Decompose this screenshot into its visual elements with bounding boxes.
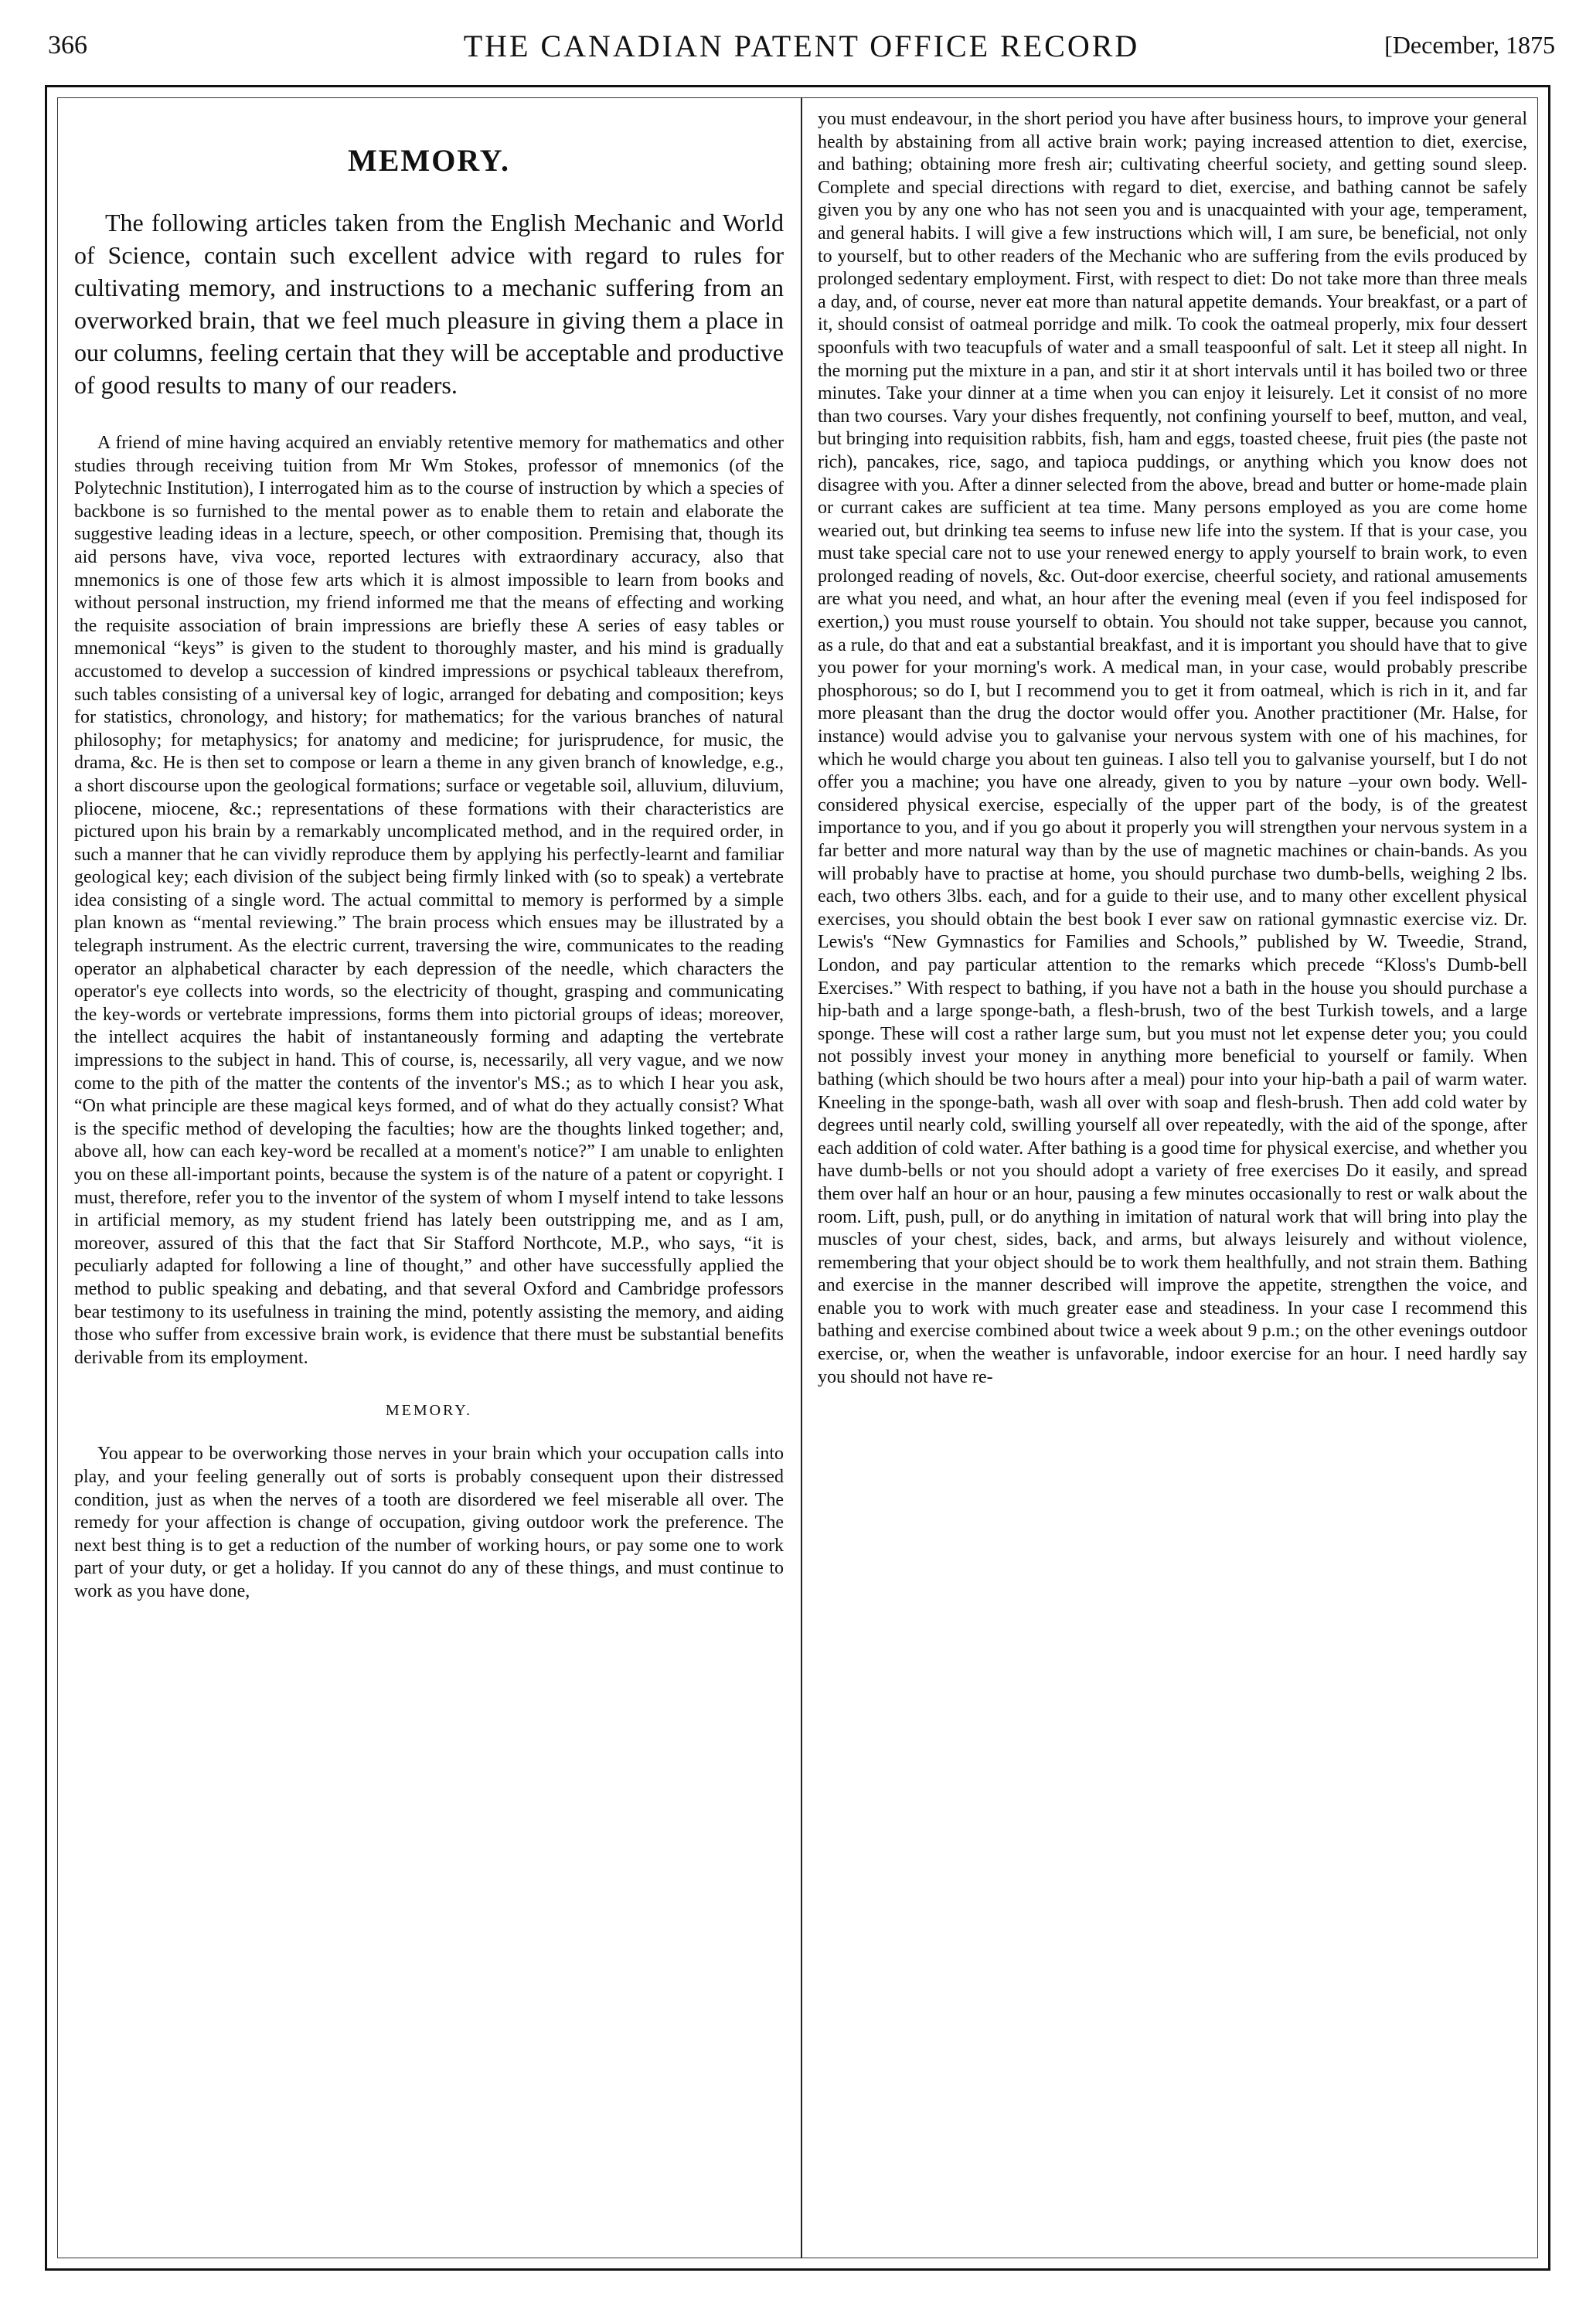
paragraph-mnemonics: A friend of mine having acquired an enviably retentive memory for mathematics and other studies through receiving tuition from Mr Wm Stokes, professor of mnemonics (of the Polytechnic Institution), I interrogated him as to the course of instruction by which a species of backbone is so furnished to the mental power as to enable them to retain and elaborate the suggestive leading ideas in a lecture, speech, or other composition. Premising that, though its aid persons have, viva voce, reported lectures with extraordinary accuracy, also that mnemonics is one of those few arts which it is almost impossible to learn from books and without personal instruction, my friend informed me that the means of effecting and working the requisite association of brain impressions are briefly these A series of easy tables or mnemonical “keys” is given to the student to thoroughly master, and his mind is gradually accustomed to develop a succession of kindred impressions or psychical tableaux therefrom, such tables consisting of a universal key of logic, arranged for debating and composition; keys for statistics, chronology, and history; for mathematics; for the various branches of natural philosophy; for metaphysics; for anatomy and medicine; for jurisprudence, for music, the drama, &c. He is then set to compose or learn a theme in any given branch of knowledge, e.g., a short discourse upon the geological formations; surface or vegetable soil, alluvium, diluvium, pliocene, miocene, &c.; representations of these formations with their characteristics are pictured upon his brain by a remarkably uncomplicated method, and in the required order, in such a manner that he can vividly reproduce them by applying his perfectly-learnt and familiar geological key; each division of the subject being firmly linked with (so to speak) a vertebrate idea consisting of a single word. The actual committal to memory is performed by a simple plan known as “mental reviewing.” The brain process which ensues may be illustrated by a telegraph instrument. As the electric current, traversing the wire, communicates to the reading operator an alphabetical character by each depression of the needle, which characters the operator's eye collects into words, so the electricity of thought, grasping and communicating the key-words or vertebrate impressions, forms them into pictorial groups of ideas; moreover, the intellect acquires the habit of instantaneously forming and adapting the vertebrate impressions to the subject in hand. This of course, is, necessarily, all very vague, and we now come to the pith of the matter the contents of the inventor's MS.; as to which I hear you ask, “On what principle are these magical keys formed, and of what do they actually consist? What is the specific method of developing the faculties; how are the thoughts linked together; and, above all, how can each key-word be recalled at a moment's notice?” I am unable to enlighten you on these all-important points, because the system is of the nature of a patent or copyright. I must, therefore, refer you to the inventor of the system of whom I myself intend to take lessons in artificial memory, as my student friend has lately been outstripping me, and as I am, moreover, assured of this that the fact that Sir Stafford Northcote, M.P., who says, “it is peculiarly adapted for following a line of thought,” and other have successfully applied the method to public speaking and debating, and that several Oxford and Cambridge professors bear testimony to its usefulness in training the mind, potently assisting the memory, and aiding those who suffer from excessive brain work, is evidence that there must be substantial benefits derivable from its employment. (74, 433, 784, 1368)
editorial-intro: The following articles taken from the English Mechanic and World of Science, contain such excellent advice with regard to rules for cultivating memory, and instructions to a mechanic suffering from an overworked brain, that we feel much pleasure in giving them a place in our columns, feeling certain that they will be acceptable and productive of good results to many of our readers. (74, 209, 784, 399)
left-column (74, 108, 784, 2249)
paragraph-overwork: You appear to be overworking those nerves in your brain which your occupation calls into play, and your feeling generally out of sorts is probably consequent upon their distressed condition, just as when the nerves of a tooth are disordered we feel miserable all over. The remedy for your affection is change of occupation, giving outdoor work the preference. The next best thing is to get a reduction of the number of working hours, or pay some one to work part of your duty, or get a holiday. If you cannot do any of these things, and must continue to work as you have done, (74, 1444, 784, 1601)
right-column (818, 108, 1527, 2249)
section-subhead: MEMORY. (385, 1402, 473, 1420)
column-divider (801, 97, 802, 2258)
paragraph-health-advice: you must endeavour, in the short period you have after business hours, to improve your general health by abstaining from all active brain work; paying increased attention to diet, exercise, and bathing; obtaining more fresh air; cultivating cheerful society, and getting sound sleep. Complete and special directions with regard to diet, exercise, and bathing cannot be safely given you by any one who has not seen you and is unacquainted with your age, temperament, and general habits. I will give a few instructions which will, I am sure, be beneficial, not only to yourself, but to other readers of the Mechanic who are suffering from the evils produced by prolonged sedentary employment. First, with respect to diet: Do not take more than three meals a day, and, of course, never eat more than natural appetite demands. Your breakfast, or a part of it, should consist of oatmeal porridge and milk. To cook the oatmeal properly, mix four dessert spoonfuls with two teacupfuls of water and a small teaspoonful of salt. Let it steep all night. In the morning put the mixture in a pan, and stir it at short intervals until it has boiled two or three minutes. Take your dinner at a time when you can enjoy it leisurely. Let it consist of no more than two courses. Vary your dishes frequently, not confining yourself to beef, mutton, and veal, but bringing into requisition rabbits, fish, ham and eggs, toasted cheese, fruit pies (the paste not rich), pancakes, rice, sago, and tapioca puddings, or anything which you know does not disagree with you. After a dinner selected from the above, bread and butter or home-made plain or currant cakes are sufficient at tea time. Many persons employed as you are come home wearied out, but drinking tea seems to infuse new life into the system. If that is your case, you must take special care not to use your renewed energy to apply yourself to brain work, to even prolonged reading of novels, &c. Out-door exercise, cheerful society, and rational amusements are what you need, and what, an hour after the evening meal (even if you feel indisposed for exertion,) you must rouse yourself to obtain. You should not take supper, because you cannot, as a rule, do that and eat a substantial breakfast, and it is important you should have that to give you power for your morning's work. A medical man, in your case, would probably prescribe phosphorous; so do I, but I recommend you to get it from oatmeal, which is rich in it, and far more pleasant than the drug the doctor would offer you. Another practitioner (Mr. Halse, for instance) would advise you to galvanise your nervous system with one of his machines, for which he would charge you about ten guineas. I also tell you to galvanise yourself, but I do not offer you a machine; you have one already, given to you by nature –your own body. Well-considered physical exercise, especially of the upper part of the body, is of the greatest importance to you, and if you go about it properly you will strengthen your nervous system in a far better and more natural way than by the use of magnetic machines or chain-bands. As you will probably have to practise at home, you should purchase two dumb-bells, weighing 2 lbs. each, two others 3lbs. each, and for a guide to their use, and to many other excellent physical exercises, you should obtain the best book I ever saw on rational gymnastic exercise viz. Dr. Lewis's “New Gymnastics for Families and Schools,” published by W. Tweedie, Strand, London, and pay particular attention to the remarks which precede “Kloss's Dumb-bell Exercises.” With respect to bathing, if you have not a bath in the house you should purchase a hip-bath and a large sponge-bath, a flesh-brush, two of the best Turkish towels, and a large sponge. These will cost a rather large sum, but you must not let expense deter you; you could not possibly invest your money in anything more beneficial to yourself or family. When bathing (which should be two hours after a meal) pour into your hip-bath a pail of warm water. Kneeling in the sponge-bath, wash all over with soap and flesh-brush. Then add cold water by degrees until nearly cold, swilling yourself all over repeatedly, with the aid of the sponge, after each addition of cold water. After bathing is a good time for physical exercise, and whether you have dumb-bells or not you should adopt a variety of free exercises Do it easily, and spread them over half an hour or an hour, pausing a few minutes occasionally to rest or walk about the room. Lift, push, pull, or do anything in imitation of natural work that will bring into play the muscles of your chest, sides, back, and arms, but always leisurely and without violence, remembering that your object should be to work them healthfully, and not strain them. Bathing and exercise in the manner described will improve the appetite, strengthen the voice, and enable you to work with much greater ease and steadiness. In your case I recommend this bathing and exercise combined about twice a week about 9 p.m.; on the other evenings outdoor exercise, or, when the weather is unfavorable, indoor exercise for an hour. I need hardly say you should not have re- (818, 109, 1527, 1387)
issue-date: [December, 1875 (1384, 31, 1555, 59)
article-title: MEMORY. (348, 143, 510, 178)
journal-title: THE CANADIAN PATENT OFFICE RECORD (463, 29, 1140, 63)
running-head (48, 23, 1555, 62)
page-number: 366 (48, 31, 87, 60)
